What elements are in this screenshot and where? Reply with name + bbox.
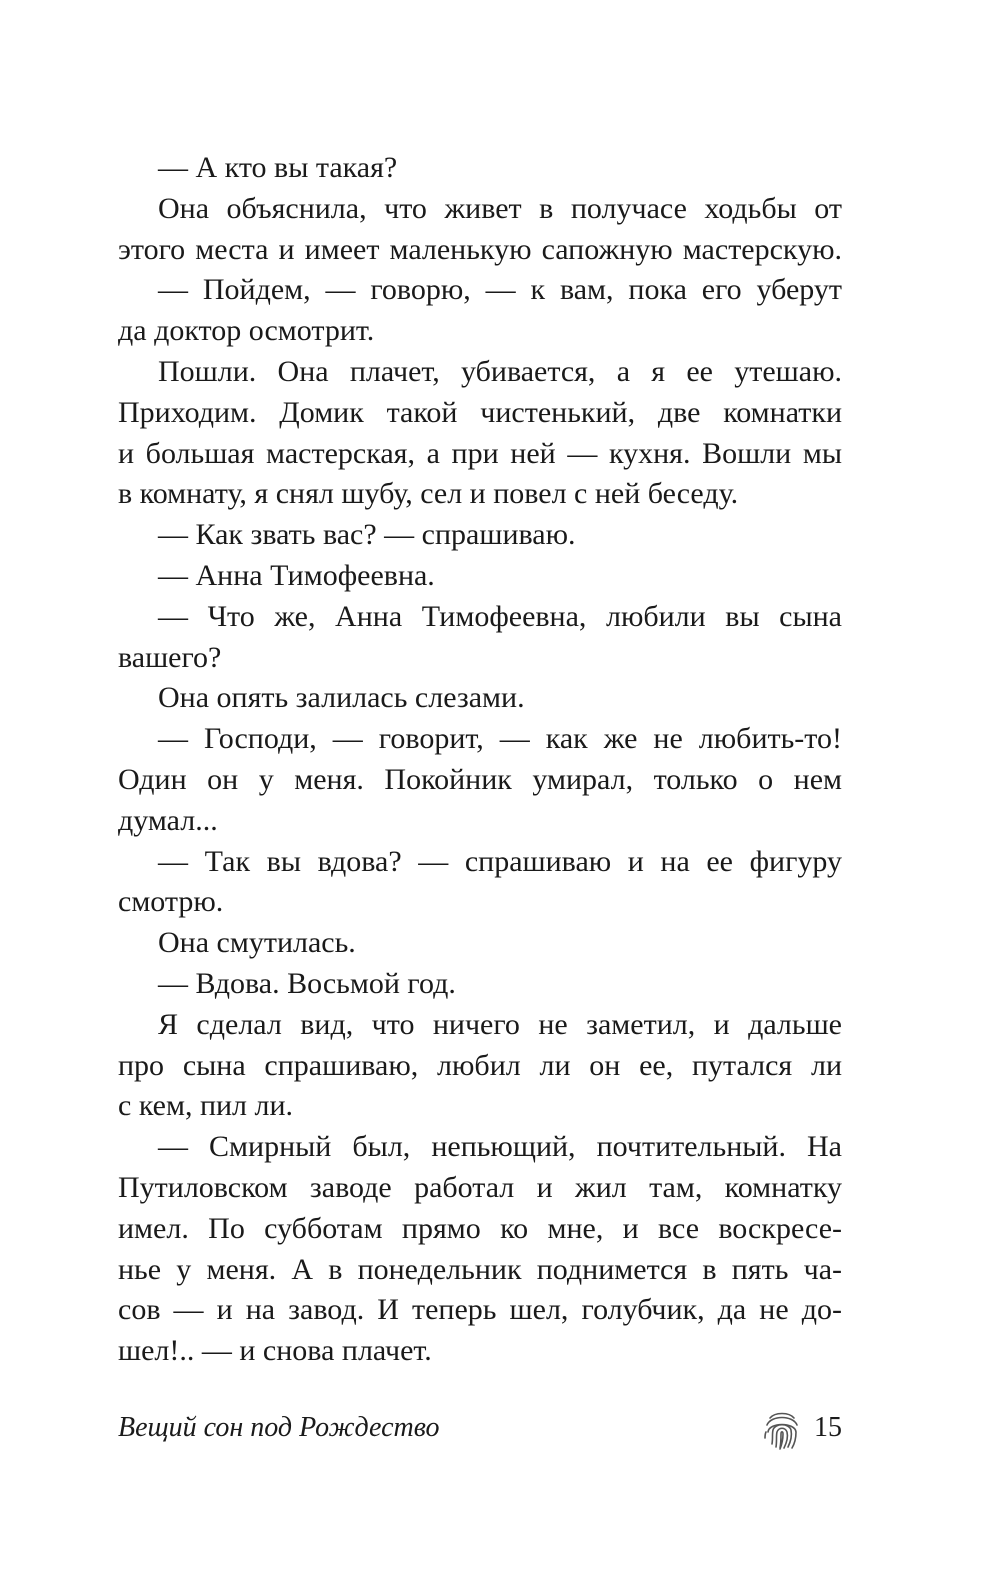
text-line: Она опять залилась слезами. — [158, 681, 525, 715]
text-line: — Что же, Анна Тимофеевна, любили вы сына — [158, 599, 842, 633]
text-line: — Так вы вдова? — спрашиваю и на ее фигуру — [158, 844, 842, 878]
text-line: — А кто вы такая? — [158, 151, 398, 184]
text-line: имел. По субботам прямо ко мне, и все воскресе- — [118, 1211, 842, 1245]
body-text — [118, 148, 842, 1372]
text-line: Пошли. Она плачет, убивается, а я ее утешаю. — [158, 354, 842, 388]
text-line: смотрю. — [118, 885, 224, 919]
fingerprint-icon — [762, 1408, 802, 1452]
text-line: — Пойдем, — говорю, — к вам, пока его уберут — [158, 273, 842, 307]
text-line: Путиловском заводе работал и жил там, комнатку — [118, 1170, 842, 1204]
text-line: в комнату, я снял шубу, сел и повел с ней беседу. — [118, 477, 739, 511]
text-line: этого места и имеет маленькую сапожную мастерскую. — [118, 232, 842, 266]
page-footer — [118, 1404, 842, 1454]
text-line: — Как звать вас? — спрашиваю. — [158, 518, 576, 552]
text-line: нье у меня. А в понедельник поднимется в пять ча- — [118, 1252, 842, 1286]
text-line: — Господи, — говорит, — как же не любить-то! — [158, 722, 842, 756]
text-line: Один он у меня. Покойник умирал, только о нем — [118, 762, 842, 796]
text-line: Приходим. Домик такой чистенький, две комнатки — [118, 395, 842, 429]
text-line: — Смирный был, непьющий, почтительный. На — [158, 1130, 842, 1164]
text-line: думал... — [118, 803, 218, 837]
text-line: сов — и на завод. И теперь шел, голубчик, да не до- — [118, 1293, 842, 1327]
text-line: Я сделал вид, что ничего не заметил, и дальше — [158, 1007, 842, 1041]
text-line: вашего? — [118, 640, 222, 674]
text-line: про сына спрашиваю, любил ли он ее, путался ли — [118, 1048, 842, 1082]
text-line: — Анна Тимофеевна. — [158, 558, 435, 592]
text-line: шел!.. — и снова плачет. — [118, 1334, 432, 1368]
text-line: да доктор осмотрит. — [118, 314, 375, 348]
running-title: Вещий сон под Рождество — [118, 1412, 440, 1443]
text-line: и большая мастерская, а при ней — кухня. Вошли мы — [118, 436, 842, 470]
text-line: Она смутилась. — [158, 926, 356, 960]
page-number: 15 — [814, 1412, 842, 1443]
text-line: с кем, пил ли. — [118, 1089, 294, 1123]
text-line: — Вдова. Восьмой год. — [158, 966, 456, 1000]
text-line: Она объяснила, что живет в получасе ходьбы от — [158, 191, 842, 225]
